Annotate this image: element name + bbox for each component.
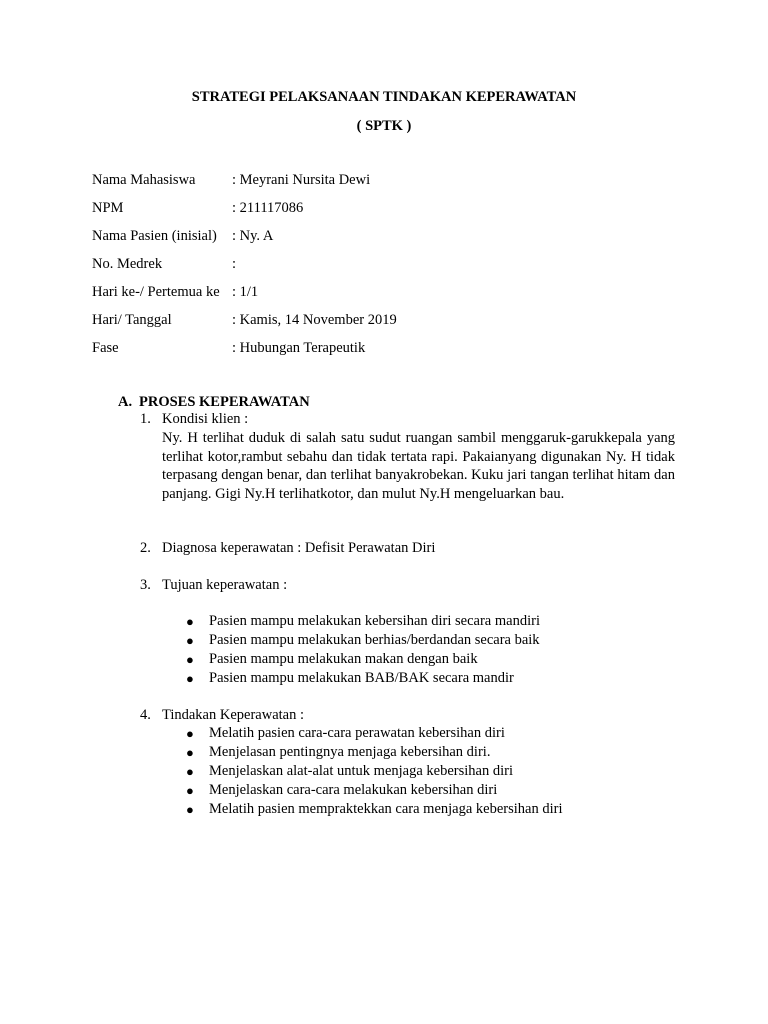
- item-number: 2.: [140, 540, 151, 556]
- info-label: No. Medrek: [92, 256, 163, 272]
- bullet-icon: ●: [186, 745, 194, 760]
- item-number: 1.: [140, 411, 151, 427]
- bullet-icon: ●: [186, 802, 194, 817]
- info-label: Nama Pasien (inisial): [92, 228, 217, 244]
- list-item: [186, 724, 563, 743]
- bullet-icon: ●: [186, 783, 194, 798]
- bullet-text: Pasien mampu melakukan berhias/berdandan secara baik: [209, 632, 540, 648]
- info-label: Nama Mahasiswa: [92, 172, 196, 188]
- info-value: : Ny. A: [232, 228, 274, 244]
- document-title: STRATEGI PELAKSANAAN TINDAKAN KEPERAWATAN: [191, 89, 577, 105]
- bullet-icon: ●: [186, 633, 194, 648]
- item-label: Tindakan Keperawatan :: [162, 707, 305, 723]
- list-item: [186, 743, 563, 762]
- list-item: [186, 762, 563, 781]
- kondisi-klien-paragraph: Ny. H terlihat duduk di salah satu sudut ruangan sambil menggaruk-garukkepala yang terlihat kotor,rambut sebahu dan tidak tertata rapi. Pakaianyang digunakan Ny. H tidak terpasang dengan benar, dan terlihat banyakrobekan. Kuku jari tangan terlihat hitam dan panjang. Gigi Ny.H terlihatkotor, dan mulut Ny.H mengeluarkan bau.: [162, 430, 675, 502]
- bullet-icon: ●: [186, 764, 194, 779]
- bullet-text: Pasien mampu melakukan makan dengan baik: [209, 651, 478, 667]
- bullet-text: Melatih pasien mempraktekkan cara menjaga kebersihan diri: [209, 801, 563, 817]
- tindakan-bullet-list: [186, 724, 563, 819]
- bullet-text: Pasien mampu melakukan BAB/BAK secara mandir: [209, 670, 514, 686]
- info-value: : Meyrani Nursita Dewi: [232, 172, 371, 188]
- list-item: [186, 631, 540, 650]
- info-value: : Hubungan Terapeutik: [232, 340, 366, 356]
- info-value: : Kamis, 14 November 2019: [232, 312, 397, 328]
- bullet-icon: ●: [186, 652, 194, 667]
- info-label: Fase: [92, 340, 119, 356]
- bullet-text: Melatih pasien cara-cara perawatan kebersihan diri: [209, 725, 505, 741]
- info-label: Hari/ Tanggal: [92, 312, 172, 328]
- bullet-text: Menjelaskan cara-cara melakukan kebersihan diri: [209, 782, 498, 798]
- list-item: [186, 669, 540, 688]
- section-heading: [118, 393, 310, 411]
- item-label: Diagnosa keperawatan : Defisit Perawatan Diri: [162, 540, 436, 556]
- bullet-text: Pasien mampu melakukan kebersihan diri secara mandiri: [209, 613, 540, 629]
- list-item: [186, 781, 563, 800]
- list-item: [186, 612, 540, 631]
- item-label: Kondisi klien :: [162, 411, 249, 427]
- info-value: : 211117086: [232, 200, 304, 216]
- item-number: 4.: [140, 707, 151, 723]
- section-letter: A.: [118, 394, 133, 410]
- bullet-text: Menjelaskan alat-alat untuk menjaga kebersihan diri: [209, 763, 513, 779]
- bullet-icon: ●: [186, 726, 194, 741]
- bullet-icon: ●: [186, 671, 194, 686]
- tujuan-bullet-list: [186, 612, 540, 688]
- info-value: : 1/1: [232, 284, 259, 300]
- info-label: NPM: [92, 200, 124, 216]
- info-label: Hari ke-/ Pertemua ke: [92, 284, 220, 300]
- document-subtitle: ( SPTK ): [356, 118, 412, 134]
- info-value: :: [232, 256, 237, 272]
- bullet-text: Menjelasan pentingnya menjaga kebersihan diri.: [209, 744, 491, 760]
- item-label: Tujuan keperawatan :: [162, 577, 288, 593]
- section-heading-text: PROSES KEPERAWATAN: [139, 394, 310, 410]
- bullet-icon: ●: [186, 614, 194, 629]
- list-item: [186, 650, 540, 669]
- item-number: 3.: [140, 577, 151, 593]
- list-item: [186, 800, 563, 819]
